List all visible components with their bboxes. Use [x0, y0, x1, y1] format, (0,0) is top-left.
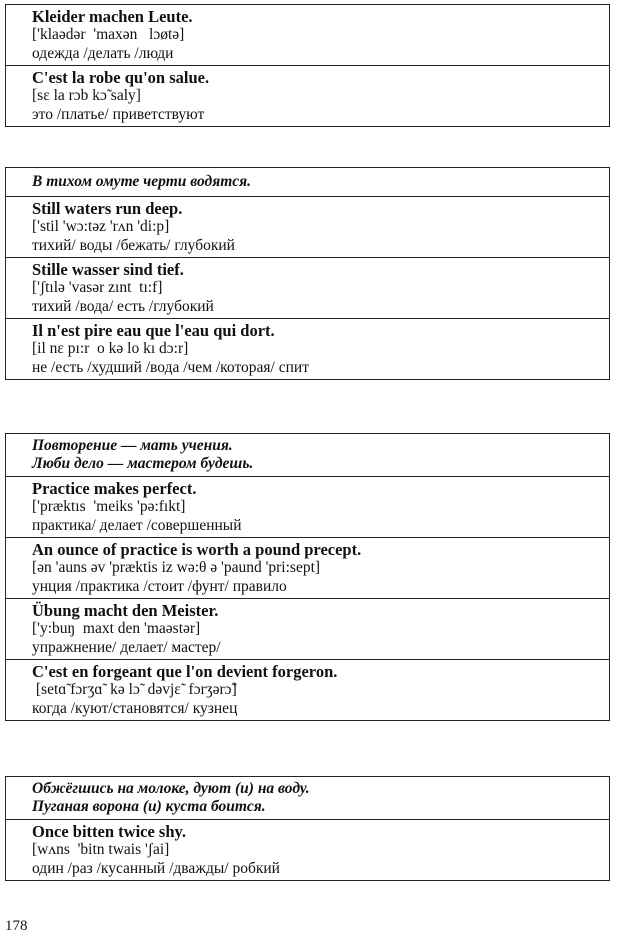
proverb-group-1: [5, 4, 610, 127]
entry: [6, 476, 609, 537]
entry: [6, 318, 609, 379]
russian-proverb: Люби дело — мастером будешь.: [32, 455, 254, 472]
transcription: ['y:buŋ maxt den 'maəstər]: [32, 620, 201, 637]
entry: [6, 5, 609, 65]
transcription: [ən 'auns əv 'præktis iz wə:θ ə 'paund 'pri:sept]: [32, 559, 321, 576]
entry: [6, 598, 609, 659]
russian-proverb: Обжёгшись на молоке, дуют (и) на воду.: [32, 780, 310, 797]
phrase: Once bitten twice shy.: [32, 822, 186, 841]
transcription: ['præktıs 'meiks 'pə:fıkt]: [32, 498, 186, 515]
phrase: Kleider machen Leute.: [32, 7, 193, 26]
gloss: один /раз /кусанный /дважды/ робкий: [32, 860, 280, 877]
proverb-group-4: [5, 776, 610, 881]
phrase: C'est la robe qu'on salue.: [32, 68, 210, 87]
phrase: Übung macht den Meister.: [32, 601, 219, 620]
page-number: 178: [5, 918, 28, 934]
entry: [6, 537, 609, 598]
gloss: тихий /вода/ есть /глубокий: [32, 298, 214, 315]
entry: [6, 65, 609, 126]
proverb-group-3: [5, 433, 610, 721]
gloss: унция /практика /стоит /фунт/ правило: [32, 578, 287, 595]
gloss: когда /куют/становятся/ кузнец: [32, 700, 238, 717]
gloss: упражнение/ делает/ мастер/: [32, 639, 221, 656]
phrase: An ounce of practice is worth a pound precept.: [32, 540, 362, 559]
proverb-group-2: [5, 167, 610, 380]
entry: [6, 659, 609, 720]
transcription: [wʌns 'bitn twais 'ʃai]: [32, 841, 170, 858]
russian-proverb: В тихом омуте черти водятся.: [32, 173, 252, 190]
group-header: [6, 168, 609, 196]
transcription: ['klaədər 'maxən lɔøtə]: [32, 26, 185, 43]
phrase: Still waters run deep.: [32, 199, 183, 218]
phrase: Practice makes perfect.: [32, 479, 197, 498]
transcription: ['stil 'wɔ:təz 'rʌn 'di:p]: [32, 218, 170, 235]
gloss: это /платье/ приветствуют: [32, 106, 205, 123]
gloss: практика/ делает /совершенный: [32, 517, 242, 534]
russian-proverb: Повторение — мать учения.: [32, 437, 233, 454]
gloss: тихий/ воды /бежать/ глубокий: [32, 237, 235, 254]
group-header: [6, 777, 609, 819]
group-header: [6, 434, 609, 476]
phrase: Stille wasser sind tief.: [32, 260, 184, 279]
gloss: одежда /делать /люди: [32, 45, 174, 62]
phrase: C'est en forgeant que l'on devient forgeron.: [32, 662, 338, 681]
transcription: [sɛ la rɔb kɔ̃ saly]: [32, 87, 141, 104]
transcription: [il nɛ pı:r o kə lo kı dɔ:r]: [32, 340, 189, 357]
entry: [6, 819, 609, 880]
gloss: не /есть /худший /вода /чем /которая/ спит: [32, 359, 309, 376]
entry: [6, 196, 609, 257]
russian-proverb: Пуганая ворона (и) куста боится.: [32, 798, 266, 815]
transcription: [setɑ̃ fɔrʒɑ̃ kə lɔ̃ dəvjɛ̃ fɔrʒərɔ̃]: [32, 681, 237, 698]
entry: [6, 257, 609, 318]
transcription: ['ʃtılə 'vasər zınt tı:f]: [32, 279, 163, 296]
phrase: Il n'est pire eau que l'eau qui dort.: [32, 321, 275, 340]
